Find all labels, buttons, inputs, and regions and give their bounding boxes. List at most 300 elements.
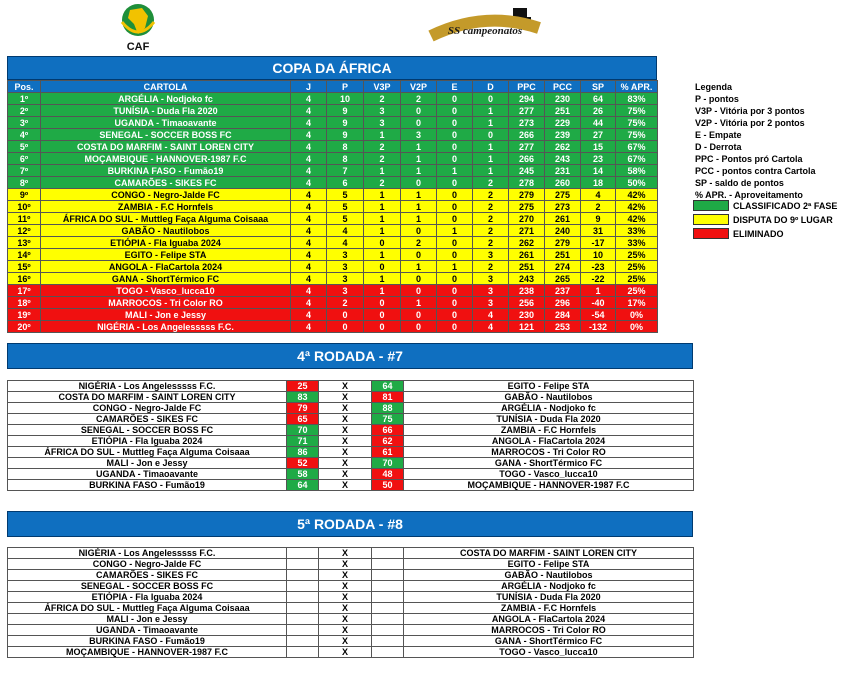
away-team: EGITO - Felipe STA bbox=[404, 559, 694, 570]
home-team: ETIÓPIA - Fla Iguaba 2024 bbox=[8, 436, 287, 447]
stat-cell: 31 bbox=[581, 225, 616, 237]
stat-cell: 75% bbox=[616, 105, 658, 117]
stat-cell: 1 bbox=[473, 165, 509, 177]
home-score-input[interactable] bbox=[287, 592, 319, 603]
stat-cell: 273 bbox=[509, 117, 545, 129]
stat-cell: 0 bbox=[437, 93, 473, 105]
home-score: 70 bbox=[287, 425, 319, 436]
away-score-input[interactable] bbox=[372, 548, 404, 559]
stat-cell: 0 bbox=[401, 249, 437, 261]
team-name-cell: MALI - Jon e Jessy bbox=[41, 309, 291, 321]
team-name-cell: MARROCOS - Tri Color RO bbox=[41, 297, 291, 309]
stat-cell: 3 bbox=[473, 297, 509, 309]
stat-cell: 75% bbox=[616, 129, 658, 141]
stat-cell: 15 bbox=[581, 141, 616, 153]
stat-cell: 237 bbox=[545, 285, 581, 297]
stat-cell: 1º bbox=[8, 93, 41, 105]
stat-cell: 2 bbox=[473, 213, 509, 225]
caf-logo bbox=[112, 2, 164, 52]
stat-cell: 7 bbox=[327, 165, 364, 177]
stat-cell: 3 bbox=[327, 285, 364, 297]
match-row bbox=[8, 570, 694, 581]
home-score: 65 bbox=[287, 414, 319, 425]
stat-cell: 251 bbox=[545, 249, 581, 261]
home-score-input[interactable] bbox=[287, 614, 319, 625]
stat-cell: 0 bbox=[473, 129, 509, 141]
away-score: 81 bbox=[372, 392, 404, 403]
away-score-input[interactable] bbox=[372, 603, 404, 614]
stat-cell: 18 bbox=[581, 177, 616, 189]
legend-line: PCC - pontos contra Cartola bbox=[695, 166, 816, 176]
stat-cell: 0 bbox=[437, 105, 473, 117]
away-score-input[interactable] bbox=[372, 636, 404, 647]
stat-cell: 0% bbox=[616, 321, 658, 333]
stat-cell: 271 bbox=[509, 225, 545, 237]
stat-cell: 4 bbox=[291, 153, 327, 165]
home-team: MALI - Jon e Jessy bbox=[8, 458, 287, 469]
stat-cell: 245 bbox=[509, 165, 545, 177]
stat-cell: 0 bbox=[364, 309, 401, 321]
stat-cell: 251 bbox=[509, 261, 545, 273]
legend-line: P - pontos bbox=[695, 94, 739, 104]
stat-cell: 1 bbox=[401, 165, 437, 177]
stat-cell: 1 bbox=[364, 285, 401, 297]
stat-cell: 0 bbox=[401, 285, 437, 297]
stat-cell: 3 bbox=[401, 129, 437, 141]
stat-cell: 0 bbox=[327, 321, 364, 333]
stat-cell: 4 bbox=[291, 165, 327, 177]
stat-cell: 12º bbox=[8, 225, 41, 237]
stat-cell: 4 bbox=[327, 237, 364, 249]
stat-cell: 6 bbox=[327, 177, 364, 189]
versus: X bbox=[319, 480, 372, 491]
stat-cell: 1 bbox=[437, 261, 473, 273]
standings-row bbox=[8, 141, 658, 153]
header-cell: D bbox=[473, 81, 509, 93]
stat-cell: 5º bbox=[8, 141, 41, 153]
home-score-input[interactable] bbox=[287, 581, 319, 592]
stat-cell: 1 bbox=[364, 129, 401, 141]
home-team: ÁFRICA DO SUL - Muttleg Faça Alguma Coisaaa bbox=[8, 447, 287, 458]
away-score: 88 bbox=[372, 403, 404, 414]
stat-cell: 5 bbox=[327, 213, 364, 225]
standings-row bbox=[8, 285, 658, 297]
away-team: GABÃO - Nautilobos bbox=[404, 392, 694, 403]
stat-cell: 251 bbox=[545, 105, 581, 117]
stat-cell: 4 bbox=[291, 105, 327, 117]
stat-cell: 33% bbox=[616, 237, 658, 249]
stat-cell: 75% bbox=[616, 117, 658, 129]
home-team: BURKINA FASO - Fumão19 bbox=[8, 480, 287, 491]
stat-cell: 278 bbox=[509, 177, 545, 189]
versus: X bbox=[319, 447, 372, 458]
stat-cell: 50% bbox=[616, 177, 658, 189]
match-row bbox=[8, 392, 694, 403]
stat-cell: 284 bbox=[545, 309, 581, 321]
home-score-input[interactable] bbox=[287, 647, 319, 658]
standings-row bbox=[8, 213, 658, 225]
stat-cell: 243 bbox=[545, 153, 581, 165]
stat-cell: 296 bbox=[545, 297, 581, 309]
stat-cell: 25% bbox=[616, 273, 658, 285]
standings-row bbox=[8, 321, 658, 333]
stat-cell: 4 bbox=[581, 189, 616, 201]
home-score-input[interactable] bbox=[287, 636, 319, 647]
match-row bbox=[8, 403, 694, 414]
legend-line: SP - saldo de pontos bbox=[695, 178, 784, 188]
away-score: 61 bbox=[372, 447, 404, 458]
stat-cell: 7º bbox=[8, 165, 41, 177]
away-score-input[interactable] bbox=[372, 647, 404, 658]
stat-cell: 3 bbox=[364, 105, 401, 117]
standings-row bbox=[8, 309, 658, 321]
stat-cell: 4 bbox=[291, 93, 327, 105]
away-score-input[interactable] bbox=[372, 625, 404, 636]
stat-cell: 253 bbox=[545, 321, 581, 333]
match-row bbox=[8, 625, 694, 636]
stat-cell: 0 bbox=[437, 189, 473, 201]
stat-cell: 230 bbox=[509, 309, 545, 321]
home-score-input[interactable] bbox=[287, 559, 319, 570]
home-team: CAMARÕES - SIKES FC bbox=[8, 414, 287, 425]
stat-cell: 0 bbox=[437, 249, 473, 261]
stat-cell: 19º bbox=[8, 309, 41, 321]
stat-cell: 0 bbox=[473, 93, 509, 105]
stat-cell: 1 bbox=[364, 213, 401, 225]
away-team: ZAMBIA - F.C Hornfels bbox=[404, 603, 694, 614]
standings-row bbox=[8, 261, 658, 273]
team-name-cell: TUNÍSIA - Duda Fla 2020 bbox=[41, 105, 291, 117]
stat-cell: 27 bbox=[581, 129, 616, 141]
stat-cell: 260 bbox=[545, 177, 581, 189]
header-cell: E bbox=[437, 81, 473, 93]
standings-row bbox=[8, 165, 658, 177]
stat-cell: 4 bbox=[291, 285, 327, 297]
legend-swatch bbox=[693, 214, 729, 225]
team-name-cell: ETIÓPIA - Fla Iguaba 2024 bbox=[41, 237, 291, 249]
home-team: BURKINA FASO - Fumão19 bbox=[8, 636, 287, 647]
stat-cell: 4 bbox=[291, 273, 327, 285]
match-row bbox=[8, 381, 694, 392]
away-score-input[interactable] bbox=[372, 559, 404, 570]
stat-cell: -17 bbox=[581, 237, 616, 249]
stat-cell: 1 bbox=[473, 153, 509, 165]
legend-line: V3P - Vitória por 3 pontos bbox=[695, 106, 805, 116]
stat-cell: 14º bbox=[8, 249, 41, 261]
home-team: UGANDA - Timaoavante bbox=[8, 469, 287, 480]
stat-cell: 3 bbox=[327, 273, 364, 285]
stat-cell: 239 bbox=[545, 129, 581, 141]
stat-cell: 2 bbox=[581, 201, 616, 213]
match-row bbox=[8, 436, 694, 447]
stat-cell: 4 bbox=[291, 201, 327, 213]
versus: X bbox=[319, 425, 372, 436]
standings-row bbox=[8, 153, 658, 165]
stat-cell: 261 bbox=[545, 213, 581, 225]
home-score-input[interactable] bbox=[287, 603, 319, 614]
away-team: ARGÉLIA - Nodjoko fc bbox=[404, 403, 694, 414]
stat-cell: 3 bbox=[473, 249, 509, 261]
team-name-cell: NIGÉRIA - Los Angelesssss F.C. bbox=[41, 321, 291, 333]
stat-cell: 0 bbox=[437, 237, 473, 249]
standings-row bbox=[8, 249, 658, 261]
home-team: MOÇAMBIQUE - HANNOVER-1987 F.C bbox=[8, 647, 287, 658]
legend-title: Legenda bbox=[695, 82, 733, 92]
stat-cell: 1 bbox=[401, 261, 437, 273]
stat-cell: 42% bbox=[616, 201, 658, 213]
header-cell: PPC bbox=[509, 81, 545, 93]
stat-cell: 261 bbox=[509, 249, 545, 261]
versus: X bbox=[319, 570, 372, 581]
team-name-cell: ARGÉLIA - Nodjoko fc bbox=[41, 93, 291, 105]
stat-cell: 229 bbox=[545, 117, 581, 129]
stat-cell: 275 bbox=[509, 201, 545, 213]
stat-cell: 0 bbox=[401, 177, 437, 189]
stat-cell: 279 bbox=[545, 237, 581, 249]
home-score: 83 bbox=[287, 392, 319, 403]
standings-row bbox=[8, 225, 658, 237]
legend-zone-label: DISPUTA DO 9º LUGAR bbox=[733, 215, 833, 225]
standings-row bbox=[8, 117, 658, 129]
stat-cell: 1 bbox=[473, 117, 509, 129]
home-team: NIGÉRIA - Los Angelesssss F.C. bbox=[8, 548, 287, 559]
stat-cell: 3 bbox=[327, 261, 364, 273]
stat-cell: 8 bbox=[327, 141, 364, 153]
stat-cell: 4 bbox=[291, 213, 327, 225]
stat-cell: 1 bbox=[437, 165, 473, 177]
stat-cell: 67% bbox=[616, 153, 658, 165]
stat-cell: 1 bbox=[401, 189, 437, 201]
stat-cell: 1 bbox=[473, 141, 509, 153]
away-score-input[interactable] bbox=[372, 614, 404, 625]
away-score: 75 bbox=[372, 414, 404, 425]
match-row bbox=[8, 603, 694, 614]
stat-cell: 2 bbox=[473, 261, 509, 273]
header-cell: V3P bbox=[364, 81, 401, 93]
stat-cell: 8º bbox=[8, 177, 41, 189]
stat-cell: 4 bbox=[327, 225, 364, 237]
standings-table bbox=[7, 80, 658, 333]
stat-cell: 0 bbox=[437, 201, 473, 213]
round5-matches-table bbox=[7, 547, 694, 658]
home-team: ÁFRICA DO SUL - Muttleg Faça Alguma Coisaaa bbox=[8, 603, 287, 614]
versus: X bbox=[319, 436, 372, 447]
stat-cell: 230 bbox=[545, 93, 581, 105]
stat-cell: 4 bbox=[291, 237, 327, 249]
home-score: 71 bbox=[287, 436, 319, 447]
stat-cell: 9 bbox=[327, 117, 364, 129]
stat-cell: 4 bbox=[291, 249, 327, 261]
stat-cell: 1 bbox=[364, 273, 401, 285]
home-score: 79 bbox=[287, 403, 319, 414]
header-cell: SP bbox=[581, 81, 616, 93]
match-row bbox=[8, 581, 694, 592]
standings-row bbox=[8, 93, 658, 105]
home-team: NIGÉRIA - Los Angelesssss F.C. bbox=[8, 381, 287, 392]
stat-cell: 2 bbox=[364, 177, 401, 189]
match-row bbox=[8, 425, 694, 436]
stat-cell: 18º bbox=[8, 297, 41, 309]
stat-cell: 0 bbox=[401, 273, 437, 285]
stat-cell: 0 bbox=[437, 321, 473, 333]
stat-cell: 10 bbox=[327, 93, 364, 105]
standings-header-row bbox=[8, 81, 658, 93]
versus: X bbox=[319, 581, 372, 592]
stat-cell: 9º bbox=[8, 189, 41, 201]
home-score-input[interactable] bbox=[287, 570, 319, 581]
stat-cell: 25% bbox=[616, 285, 658, 297]
away-score-input[interactable] bbox=[372, 570, 404, 581]
stat-cell: 4 bbox=[291, 321, 327, 333]
away-team: ARGÉLIA - Nodjoko fc bbox=[404, 581, 694, 592]
stat-cell: 8 bbox=[327, 153, 364, 165]
stat-cell: 2 bbox=[364, 93, 401, 105]
team-name-cell: EGITO - Felipe STA bbox=[41, 249, 291, 261]
stat-cell: 6º bbox=[8, 153, 41, 165]
team-name-cell: ZAMBIA - F.C Hornfels bbox=[41, 201, 291, 213]
stat-cell: 4 bbox=[473, 309, 509, 321]
stat-cell: 20º bbox=[8, 321, 41, 333]
stat-cell: 277 bbox=[509, 141, 545, 153]
stat-cell: 5 bbox=[327, 189, 364, 201]
header-cell: Pos. bbox=[8, 81, 41, 93]
versus: X bbox=[319, 458, 372, 469]
legend-swatch bbox=[693, 228, 729, 239]
stat-cell: 4 bbox=[291, 129, 327, 141]
stat-cell: 1 bbox=[364, 189, 401, 201]
stat-cell: 15º bbox=[8, 261, 41, 273]
home-score-input[interactable] bbox=[287, 548, 319, 559]
stat-cell: 64 bbox=[581, 93, 616, 105]
stat-cell: 33% bbox=[616, 225, 658, 237]
stat-cell: 0 bbox=[437, 273, 473, 285]
stat-cell: 240 bbox=[545, 225, 581, 237]
stat-cell: 0 bbox=[364, 237, 401, 249]
stat-cell: 9 bbox=[581, 213, 616, 225]
legend-zone-label: CLASSIFICADO 2ª FASE bbox=[733, 201, 838, 211]
stat-cell: 4 bbox=[473, 321, 509, 333]
stat-cell: 238 bbox=[509, 285, 545, 297]
stat-cell: 25% bbox=[616, 249, 658, 261]
away-team: GANA - ShortTérmico FC bbox=[404, 636, 694, 647]
stat-cell: 2 bbox=[473, 237, 509, 249]
away-team: ANGOLA - FlaCartola 2024 bbox=[404, 614, 694, 625]
team-name-cell: UGANDA - Timaoavante bbox=[41, 117, 291, 129]
stat-cell: 1 bbox=[401, 201, 437, 213]
away-score: 48 bbox=[372, 469, 404, 480]
stat-cell: 0 bbox=[437, 309, 473, 321]
stat-cell: 1 bbox=[401, 141, 437, 153]
team-name-cell: GANA - ShortTérmico FC bbox=[41, 273, 291, 285]
round5-title: 5ª RODADA - #8 bbox=[7, 511, 693, 537]
stat-cell: 13º bbox=[8, 237, 41, 249]
home-team: UGANDA - Timaoavante bbox=[8, 625, 287, 636]
stat-cell: 265 bbox=[545, 273, 581, 285]
header-cell: V2P bbox=[401, 81, 437, 93]
stat-cell: 10º bbox=[8, 201, 41, 213]
stat-cell: -132 bbox=[581, 321, 616, 333]
match-row bbox=[8, 636, 694, 647]
stat-cell: -40 bbox=[581, 297, 616, 309]
stat-cell: 5 bbox=[327, 201, 364, 213]
stat-cell: 2 bbox=[401, 237, 437, 249]
away-score-input[interactable] bbox=[372, 592, 404, 603]
legend-line: PPC - Pontos pró Cartola bbox=[695, 154, 803, 164]
away-team: ZAMBIA - F.C Hornfels bbox=[404, 425, 694, 436]
away-score: 70 bbox=[372, 458, 404, 469]
stat-cell: 2 bbox=[473, 177, 509, 189]
stat-cell: -54 bbox=[581, 309, 616, 321]
stat-cell: 0 bbox=[437, 141, 473, 153]
stat-cell: 0 bbox=[437, 117, 473, 129]
stat-cell: 4 bbox=[291, 225, 327, 237]
stat-cell: 0 bbox=[437, 213, 473, 225]
stat-cell: 44 bbox=[581, 117, 616, 129]
stat-cell: 42% bbox=[616, 189, 658, 201]
match-row bbox=[8, 458, 694, 469]
stat-cell: 0 bbox=[437, 297, 473, 309]
home-score: 52 bbox=[287, 458, 319, 469]
stat-cell: 0 bbox=[364, 321, 401, 333]
stat-cell: 42% bbox=[616, 213, 658, 225]
home-score: 25 bbox=[287, 381, 319, 392]
match-row bbox=[8, 447, 694, 458]
stat-cell: 26 bbox=[581, 105, 616, 117]
stat-cell: 266 bbox=[509, 153, 545, 165]
stat-cell: 294 bbox=[509, 93, 545, 105]
versus: X bbox=[319, 603, 372, 614]
stat-cell: 25% bbox=[616, 261, 658, 273]
stat-cell: 58% bbox=[616, 165, 658, 177]
stat-cell: 0 bbox=[437, 177, 473, 189]
match-row bbox=[8, 614, 694, 625]
standings-row bbox=[8, 297, 658, 309]
stat-cell: 3 bbox=[473, 273, 509, 285]
stat-cell: 1 bbox=[364, 249, 401, 261]
team-name-cell: CAMARÕES - SIKES FC bbox=[41, 177, 291, 189]
versus: X bbox=[319, 469, 372, 480]
away-score-input[interactable] bbox=[372, 581, 404, 592]
home-team: ETIÓPIA - Fla Iguaba 2024 bbox=[8, 592, 287, 603]
stat-cell: 83% bbox=[616, 93, 658, 105]
stat-cell: 231 bbox=[545, 165, 581, 177]
home-score: 86 bbox=[287, 447, 319, 458]
away-team: GANA - ShortTérmico FC bbox=[404, 458, 694, 469]
away-team: TUNÍSIA - Duda Fla 2020 bbox=[404, 414, 694, 425]
standings-row bbox=[8, 201, 658, 213]
campeonatos-logo-text: SS campeonatos bbox=[447, 25, 523, 37]
stat-cell: 4 bbox=[291, 177, 327, 189]
stat-cell: 4 bbox=[291, 297, 327, 309]
stat-cell: 1 bbox=[364, 225, 401, 237]
stat-cell: 1 bbox=[401, 153, 437, 165]
away-score: 50 bbox=[372, 480, 404, 491]
stat-cell: 1 bbox=[401, 213, 437, 225]
stat-cell: 0 bbox=[364, 297, 401, 309]
stat-cell: 274 bbox=[545, 261, 581, 273]
team-name-cell: MOÇAMBIQUE - HANNOVER-1987 F.C bbox=[41, 153, 291, 165]
home-score-input[interactable] bbox=[287, 625, 319, 636]
versus: X bbox=[319, 625, 372, 636]
legend-line: % APR. - Aproveitamento bbox=[695, 190, 803, 200]
stat-cell: 2 bbox=[364, 141, 401, 153]
stat-cell: 0 bbox=[401, 225, 437, 237]
stat-cell: 2 bbox=[473, 189, 509, 201]
versus: X bbox=[319, 381, 372, 392]
team-name-cell: ANGOLA - FlaCartola 2024 bbox=[41, 261, 291, 273]
legend-line: V2P - Vitória por 2 pontos bbox=[695, 118, 805, 128]
team-name-cell: SENEGAL - SOCCER BOSS FC bbox=[41, 129, 291, 141]
